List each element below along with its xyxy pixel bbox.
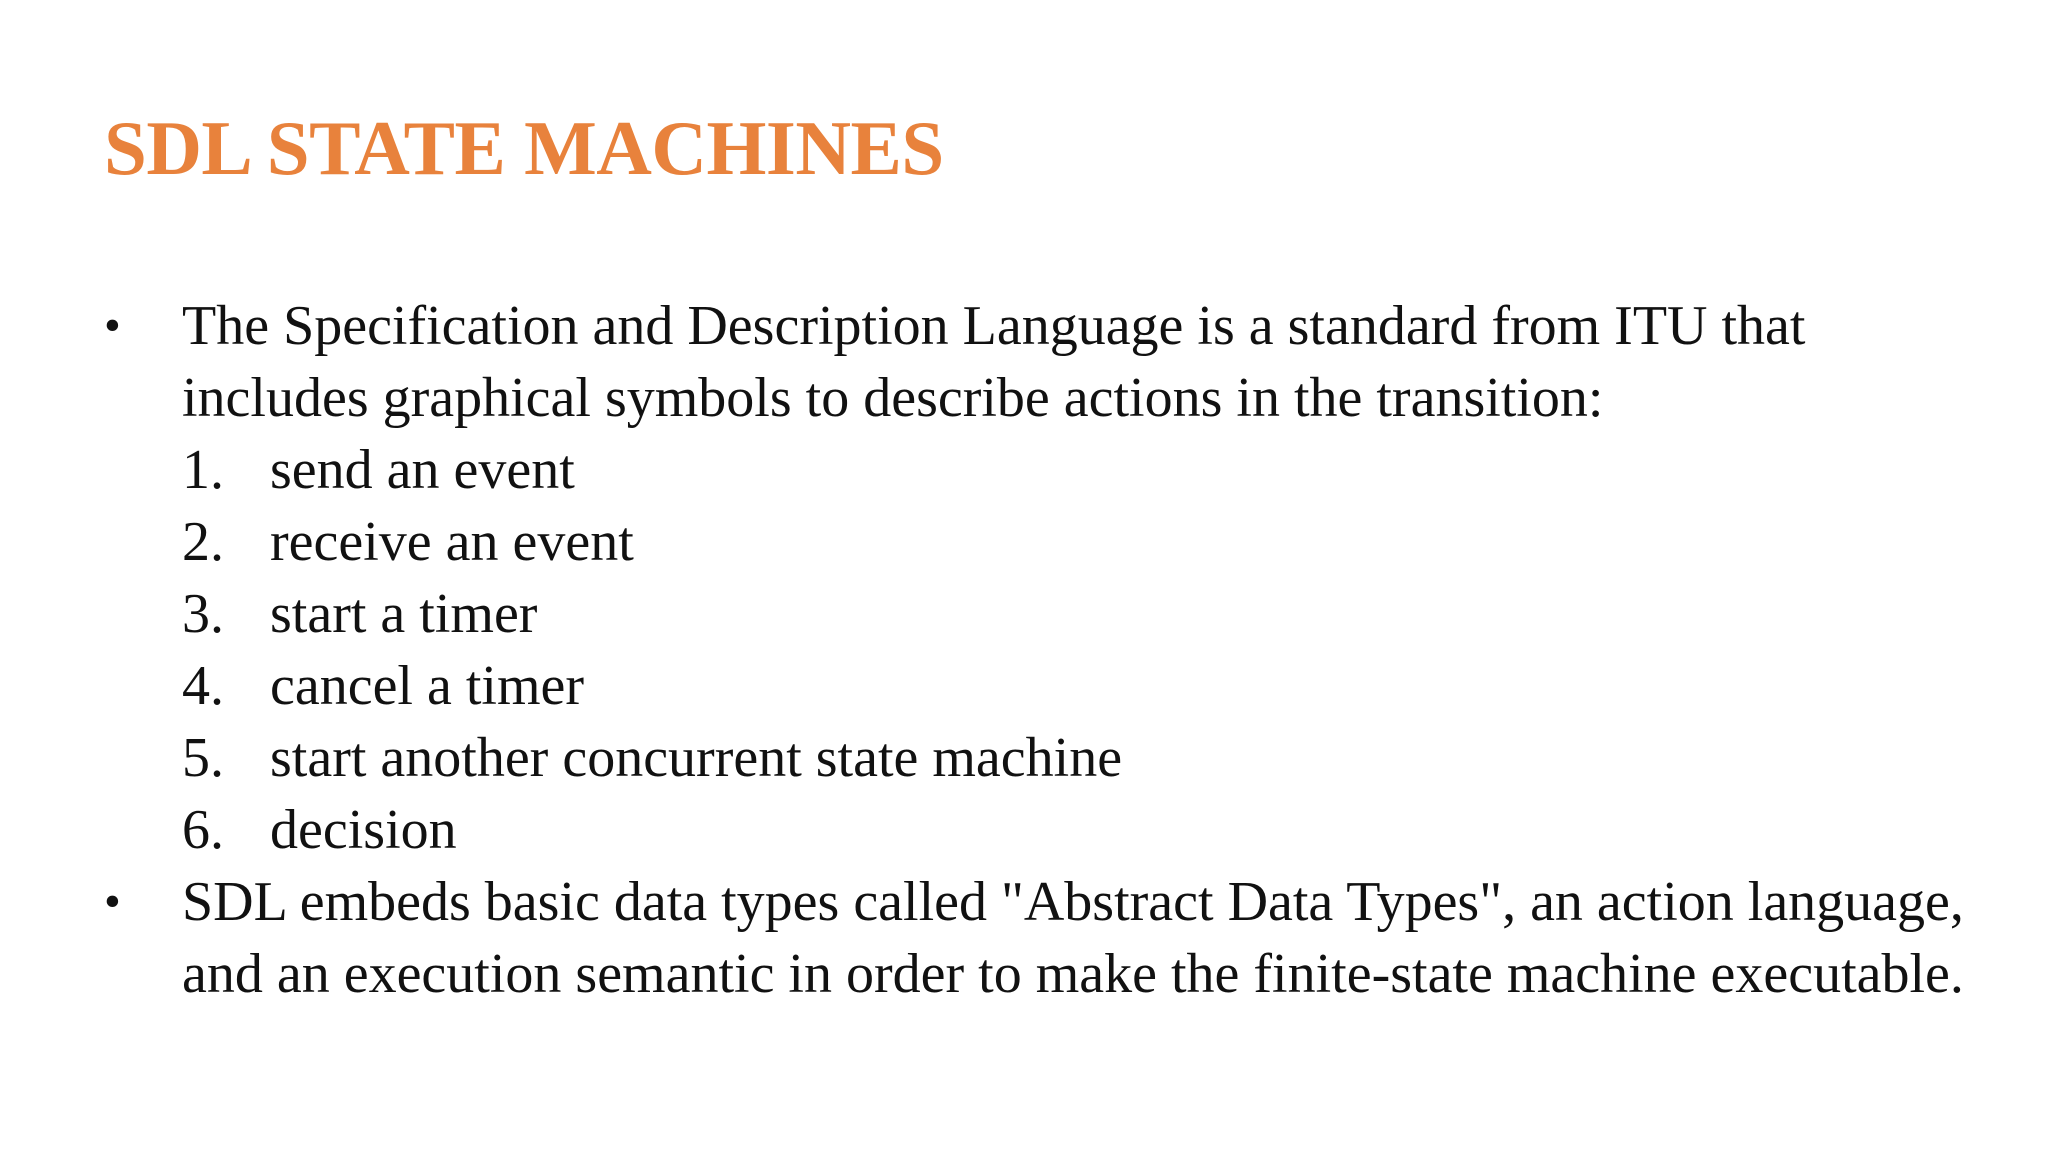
list-item-number: 1. <box>182 439 224 501</box>
slide-body <box>104 290 1984 1010</box>
list-item <box>104 794 1984 866</box>
numbered-list <box>104 434 1984 866</box>
list-item <box>104 578 1984 650</box>
list-item-number: 4. <box>182 655 224 717</box>
list-item <box>104 722 1984 794</box>
list-item-text: receive an event <box>270 511 634 573</box>
bullet-item <box>104 290 1984 434</box>
bullet-marker: • <box>104 299 121 352</box>
list-item-number: 6. <box>182 799 224 861</box>
slide-title: SDL STATE MACHINES <box>104 105 944 191</box>
bullet-text: The Specification and Description Language is a standard from ITU that includes graphical symbols to describe actions in the transition: <box>182 295 1806 429</box>
bullet-text: SDL embeds basic data types called "Abstract Data Types", an action language, and an execution semantic in order to make the finite-state machine executable. <box>182 871 1964 1005</box>
list-item-text: send an event <box>270 439 575 501</box>
list-item-number: 5. <box>182 727 224 789</box>
bullet-marker: • <box>104 875 121 928</box>
list-item-text: cancel a timer <box>270 655 585 717</box>
list-item-text: decision <box>270 799 457 861</box>
list-item <box>104 506 1984 578</box>
list-item-number: 3. <box>182 583 224 645</box>
list-item <box>104 434 1984 506</box>
bullet-item <box>104 866 1984 1010</box>
list-item-text: start a timer <box>270 583 538 645</box>
list-item-text: start another concurrent state machine <box>270 727 1123 789</box>
list-item-number: 2. <box>182 511 224 573</box>
list-item <box>104 650 1984 722</box>
